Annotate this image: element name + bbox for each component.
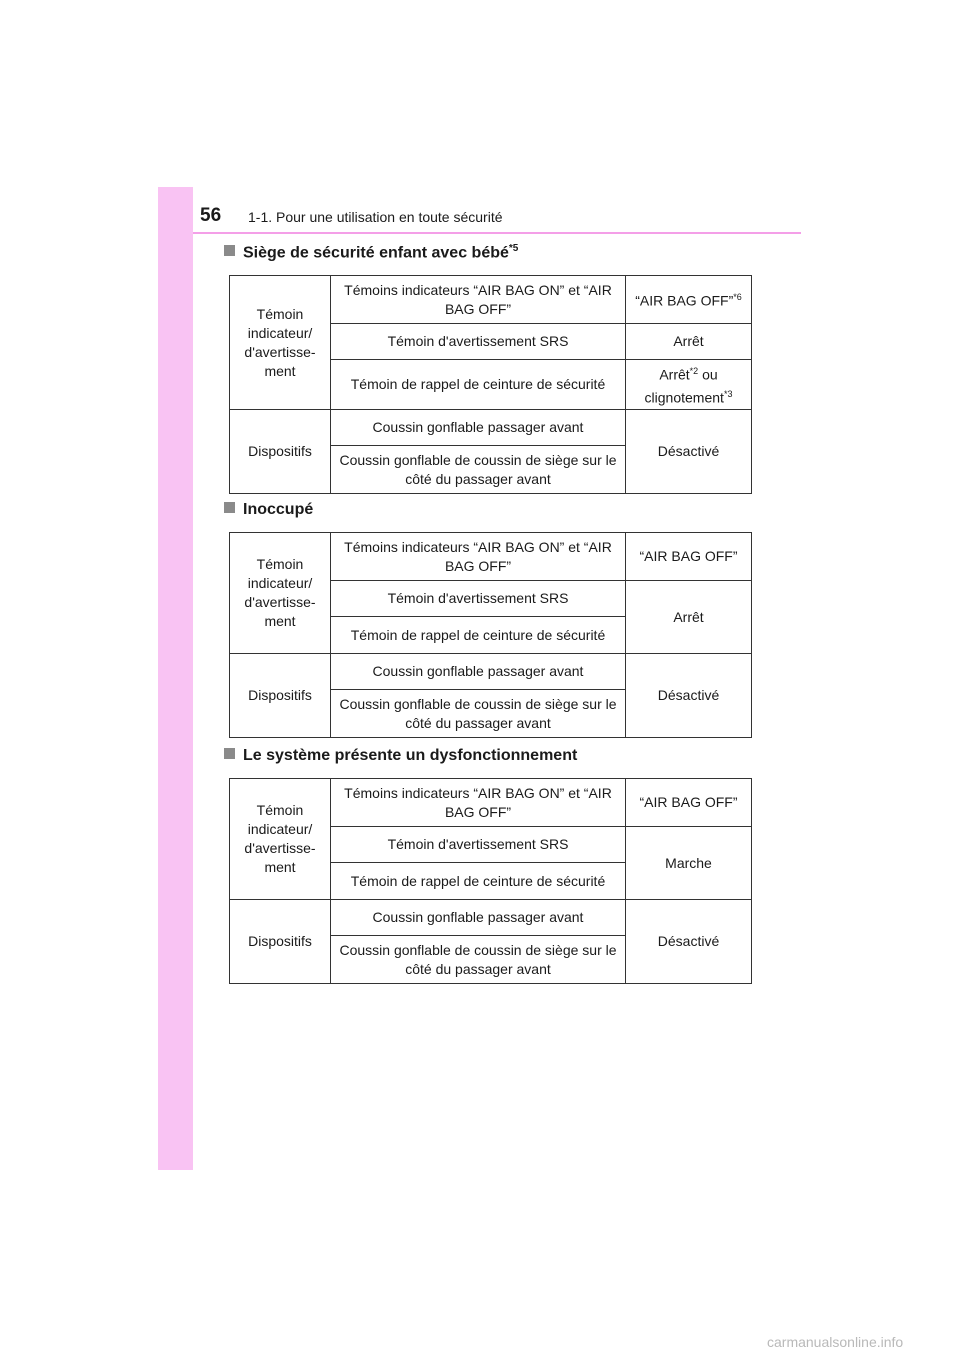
cell-warning-lights-value: Marche bbox=[626, 827, 752, 900]
square-bullet-icon bbox=[224, 502, 235, 513]
cell-cushion-airbag: Coussin gonflable de coussin de siège sur le côté du passager avant bbox=[331, 690, 626, 738]
row-label-indicators: Témoin indicateur/ d'avertisse- ment bbox=[230, 533, 331, 654]
square-bullet-icon bbox=[224, 245, 235, 256]
status-table-2 bbox=[229, 532, 752, 738]
cell-warning-lights-value: Arrêt bbox=[626, 581, 752, 654]
cell-indicator-lamps-value: “AIR BAG OFF”$^{*6}$ bbox=[626, 276, 752, 324]
cell-srs-warning-value: Arrêt bbox=[626, 324, 752, 360]
page-number: 56 bbox=[200, 205, 222, 226]
cell-front-airbag: Coussin gonflable passager avant bbox=[331, 654, 626, 690]
row-label-indicators: Témoin indicateur/ d'avertisse- ment bbox=[230, 779, 331, 900]
row-label-indicators: Témoin indicateur/ d'avertisse- ment bbox=[230, 276, 331, 410]
cell-srs-warning: Témoin d'avertissement SRS bbox=[331, 581, 626, 617]
cell-indicator-lamps-value: “AIR BAG OFF” bbox=[626, 533, 752, 581]
side-color-band bbox=[158, 187, 193, 1170]
row-label-devices: Dispositifs bbox=[230, 410, 331, 494]
cell-front-airbag: Coussin gonflable passager avant bbox=[331, 900, 626, 936]
cell-cushion-airbag: Coussin gonflable de coussin de siège sur le côté du passager avant bbox=[331, 446, 626, 494]
cell-devices-value: Désactivé bbox=[626, 410, 752, 494]
square-bullet-icon bbox=[224, 748, 235, 759]
cell-srs-warning: Témoin d'avertissement SRS bbox=[331, 324, 626, 360]
chapter-title: 1-1. Pour une utilisation en toute sécurité bbox=[248, 209, 503, 225]
cell-indicator-lamps: Témoins indicateurs “AIR BAG ON” et “AIR BAG OFF” bbox=[331, 533, 626, 581]
section-heading-2: Inoccupé bbox=[224, 501, 313, 519]
cell-devices-value: Désactivé bbox=[626, 900, 752, 984]
cell-indicator-lamps-value: “AIR BAG OFF” bbox=[626, 779, 752, 827]
row-label-devices: Dispositifs bbox=[230, 654, 331, 738]
cell-srs-warning: Témoin d'avertissement SRS bbox=[331, 827, 626, 863]
header-rule bbox=[193, 232, 801, 234]
cell-devices-value: Désactivé bbox=[626, 654, 752, 738]
cell-seatbelt-reminder: Témoin de rappel de ceinture de sécurité bbox=[331, 360, 626, 410]
cell-front-airbag: Coussin gonflable passager avant bbox=[331, 410, 626, 446]
section-heading-1: Siège de sécurité enfant avec bébé$^{*5}$ bbox=[224, 243, 518, 262]
cell-seatbelt-reminder: Témoin de rappel de ceinture de sécurité bbox=[331, 617, 626, 654]
cell-indicator-lamps: Témoins indicateurs “AIR BAG ON” et “AIR BAG OFF” bbox=[331, 779, 626, 827]
cell-seatbelt-reminder: Témoin de rappel de ceinture de sécurité bbox=[331, 863, 626, 900]
cell-cushion-airbag: Coussin gonflable de coussin de siège sur le côté du passager avant bbox=[331, 936, 626, 984]
watermark: carmanualsonline.info bbox=[767, 1334, 904, 1350]
status-table-1 bbox=[229, 275, 752, 494]
status-table-3 bbox=[229, 778, 752, 984]
row-label-devices: Dispositifs bbox=[230, 900, 331, 984]
cell-indicator-lamps: Témoins indicateurs “AIR BAG ON” et “AIR BAG OFF” bbox=[331, 276, 626, 324]
section-heading-3: Le système présente un dysfonctionnement bbox=[224, 747, 577, 765]
cell-seatbelt-reminder-value: Arrêt$^{*2}$ ou clignotement$^{*3}$ bbox=[626, 360, 752, 410]
